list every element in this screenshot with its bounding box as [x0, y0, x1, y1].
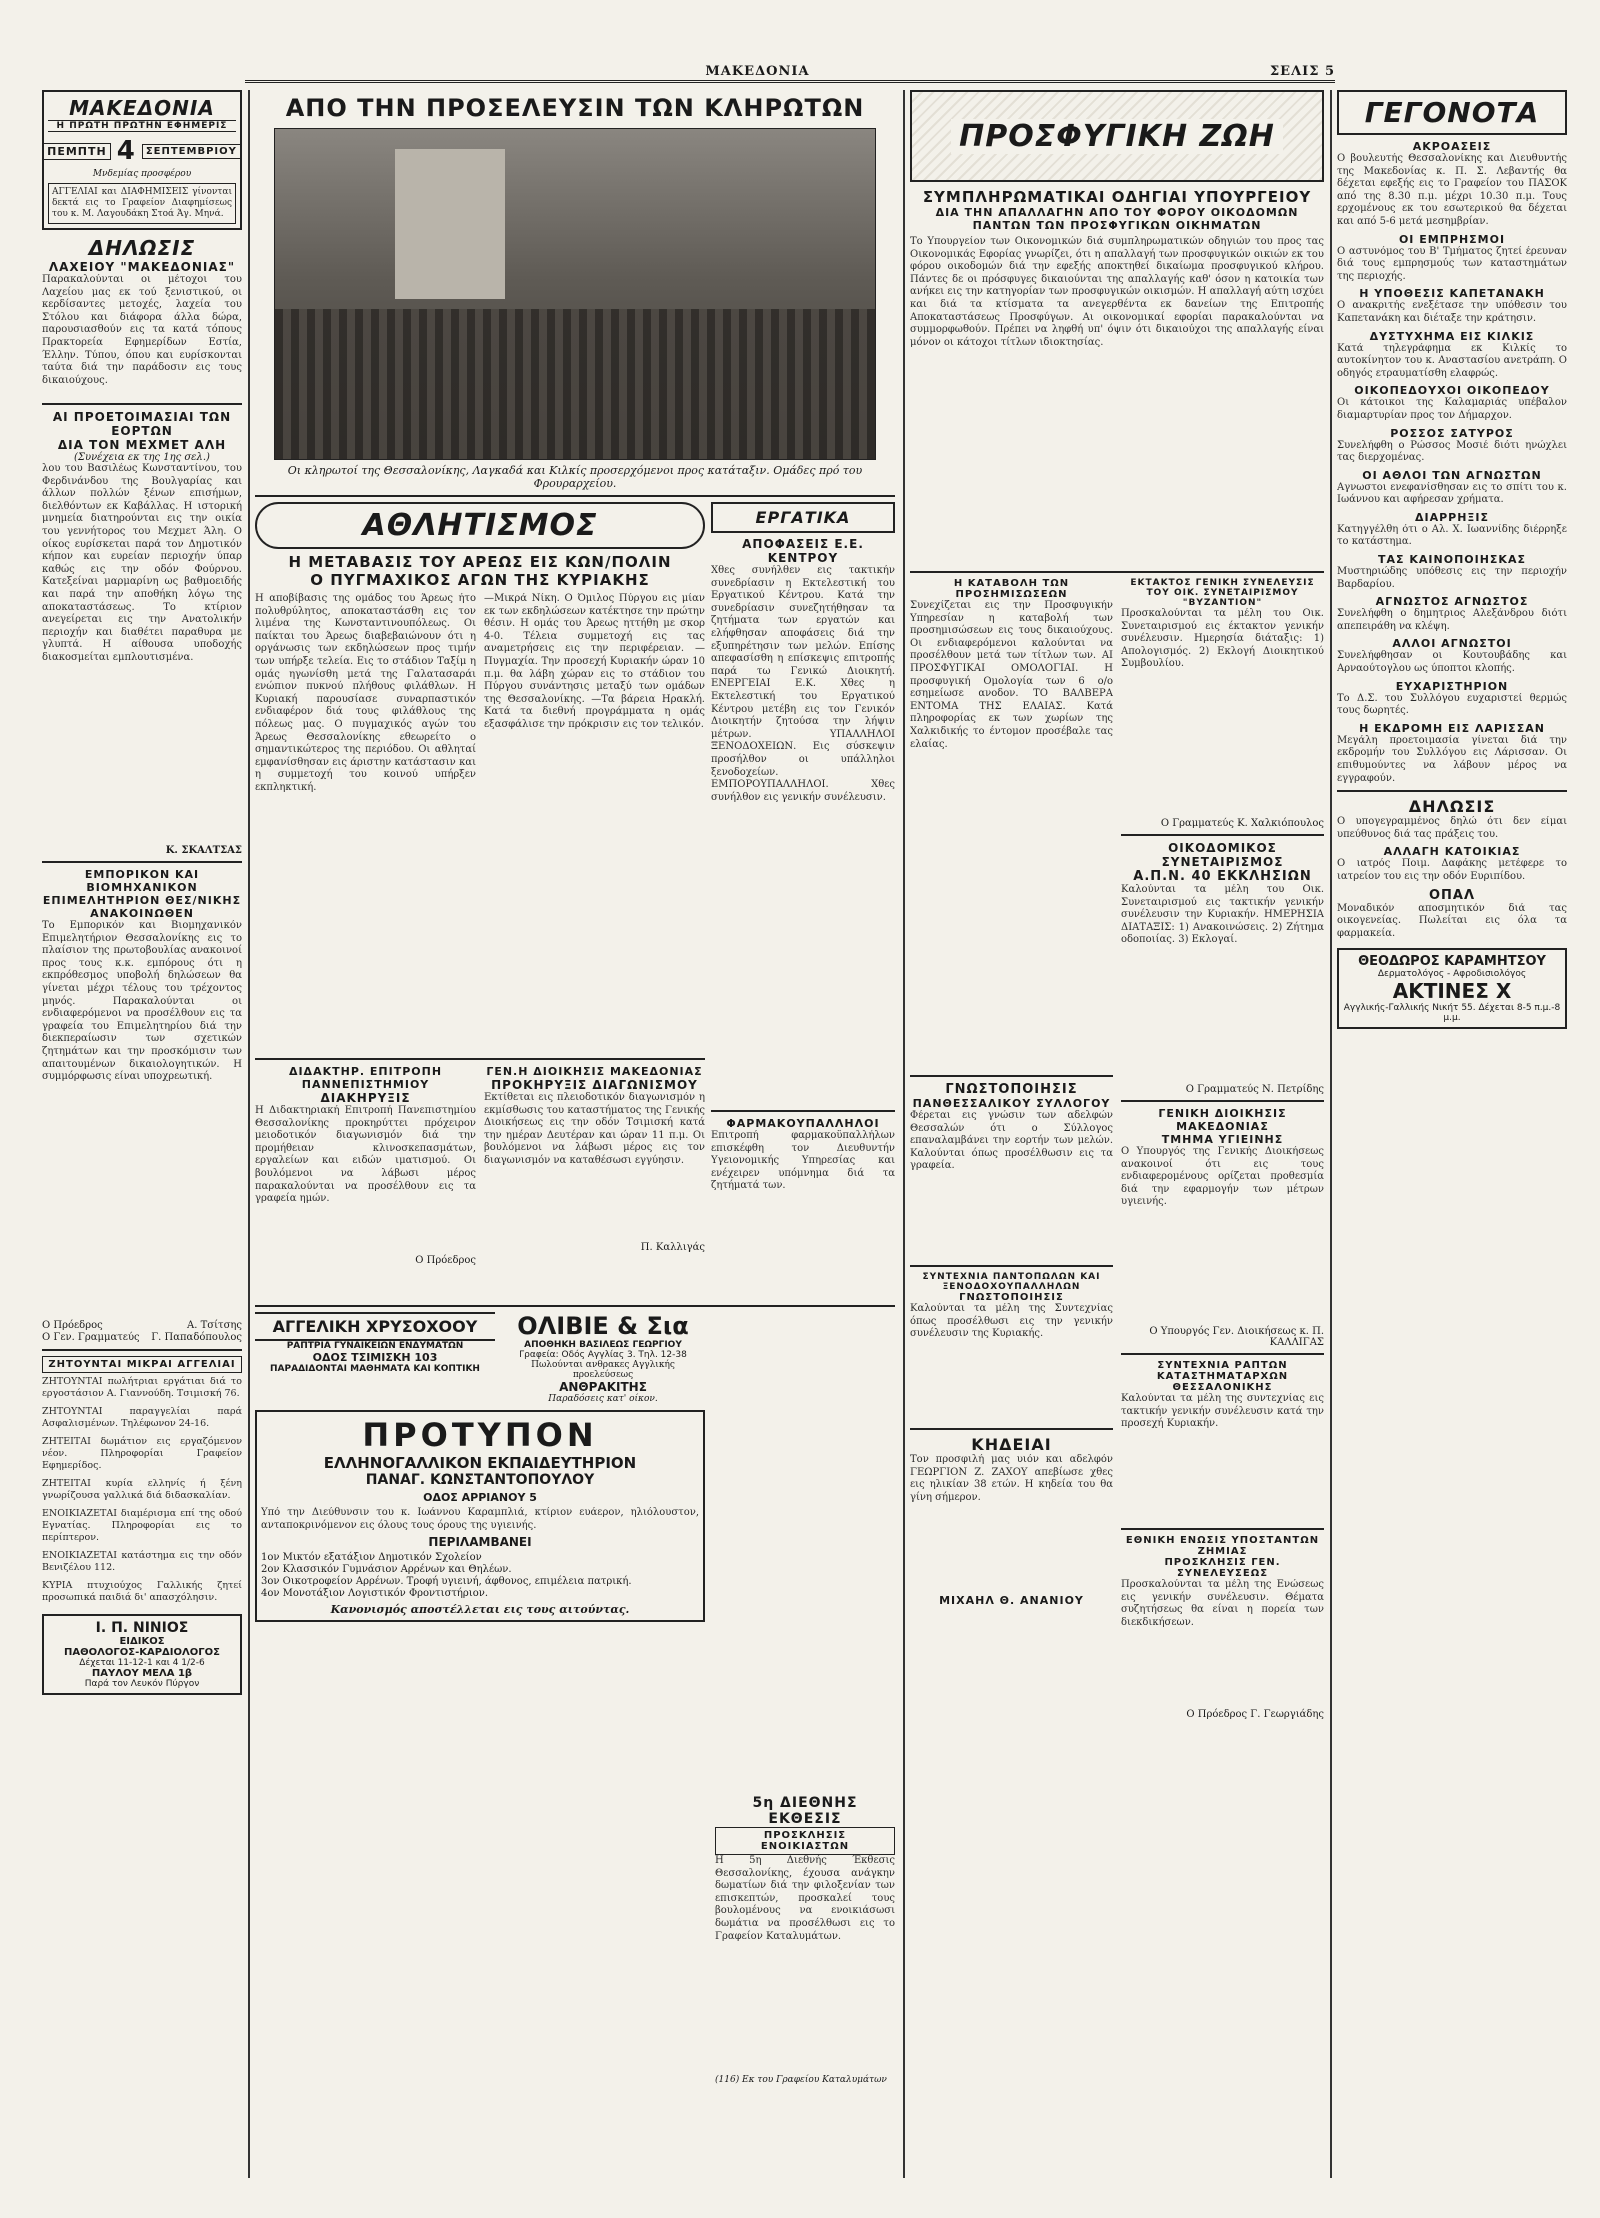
expo-text: Η 5η Διεθνής Έκθεσις Θεσσαλονίκης, έχουσα ανάγκην δωματίων διά την φιλοξενίαν των επισκεπτών, προσκαλεί τους βουλομένους να ενοικιάσωσι δωμάτια να προσέλθωσι εις το Γραφείον Καταλυμάτων.	[715, 1855, 895, 1942]
school-item: 3ον Οικοτροφείον Αρρένων. Τροφή υγιεινή, άφθονος, επιμέλεια πατρική.	[261, 1576, 632, 1588]
feast-subtitle: ΔΙΑ ΤΟΝ ΜΕΧΜΕΤ ΑΛΗ	[57, 438, 227, 452]
masthead-ad-note: ΑΓΓΕΛΙΑΙ και ΔΙΑΦΗΜΙΣΕΙΣ γίνονται δεκτά εις το Γραφείον Διαφημίσεως του κ. Μ. Λαγουδάκη Στοά Άγ. Μηνά.	[48, 183, 236, 224]
school-item: 4ον Μονοτάξιον Λογιστικόν Φροντιστήριον.	[261, 1588, 488, 1600]
chamber-subtitle: ΕΠΙΜΕΛΗΤΗΡΙΟΝ ΘΕΣ/ΝΙΚΗΣ	[42, 894, 242, 907]
notice-headline: ΓΝΩΣΤΟΠΟΙΗΣΙΣ	[945, 1082, 1078, 1097]
chamber-sign2-title: Ο Γεν. Γραμματεύς	[42, 1332, 140, 1343]
feast-signature: Κ. ΣΚΑΛΤΣΑΣ	[165, 845, 242, 856]
chamber-sign-name: Α. Τσίτσης	[187, 1320, 242, 1331]
events-h7: ΟΙ ΑΘΛΟΙ ΤΩΝ ΑΓΝΩΣΤΩΝ	[1362, 468, 1542, 482]
events-t2: Ο αστυνόμος του Β' Τμήματος ζητεί έρευναν διά τους εμπρησμούς των καταστημάτων της περιοχής.	[1337, 245, 1567, 282]
photo-building	[395, 149, 505, 299]
events-t4: Κατά τηλεγράφημα εκ Κιλκίς το αυτοκίνητον του κ. Αναστασίου ανετράπη. Ο οδηγός ετραυματίσθη ελαφρώς.	[1337, 342, 1567, 379]
events-t5: Οι κάτοικοι της Καλαμαριάς υπέβαλον διαμαρτυρίαν προς τον Δήμαρχον.	[1337, 397, 1567, 421]
byzantion-subtitle: ΤΟΥ ΟΙΚ. ΣΥΝΕΤΑΙΡΙΣΜΟΥ "ΒΥΖΑΝΤΙΟΝ"	[1146, 588, 1299, 608]
chamber-announcement: ΑΝΑΚΟΙΝΩΘΕΝ	[90, 907, 194, 920]
byzantion-text: Προσκαλούνται τα μέλη του Οικ. Συνεταιρισμού εις έκτακτον γενικήν συνέλευσιν. Ημερησία διάταξις: 1) Απολογισμός. 2) Εκλογή Διοικητικού Συμβουλίου.	[1121, 608, 1324, 670]
xray-ad-specialty: Δερματολόγος - Αφροδισιολόγος	[1377, 969, 1527, 980]
school-description: Υπό την Διεύθυνσιν του κ. Ιωάννου Καραμπλιά, κτίριον ευάερον, ηλιόλουστον, ανταποκρινόμενον εις όλους τους όρους της υγιεινής.	[261, 1507, 699, 1531]
feast-title: ΑΙ ΠΡΟΕΤΟΙΜΑΣΙΑΙ ΤΩΝ ΕΟΡΤΩΝ	[52, 410, 232, 438]
events-h14: ΔΗΛΩΣΙΣ	[1408, 797, 1496, 817]
ad2-sign: Π. Καλλιγάς	[640, 1242, 705, 1253]
events-t9: Μυστηριώδης υπόθεσις εις την περιοχήν Βαρδαρίου.	[1337, 566, 1567, 590]
header-page-number: ΣΕΛΙΣ 5	[1269, 63, 1335, 79]
coop-sign: Ο Γραμματεύς Ν. Πετρίδης	[1185, 1084, 1324, 1095]
column-rule	[248, 90, 250, 2178]
olivie-l4: Πωλούνται ανθρακες Αγγλικής προελεύσεως	[531, 1360, 675, 1380]
chamber-sign-title: Ο Πρόεδρος	[42, 1320, 103, 1331]
notice-subtitle: ΠΑΝΘΕΣΣΑΛΙΚΟΥ ΣΥΛΛΟΓΟΥ	[912, 1097, 1111, 1110]
classified-item: ΕΝΟΙΚΙΑΖΕΤΑΙ διαμέρισμα επί της οδού Εγνατίας. Πληροφορίαι εις το περίπτερον.	[42, 1508, 242, 1543]
classified-item: ΖΗΤΟΥΝΤΑΙ πωλήτριαι εργάτιαι διά το εργοστάσιον Α. Γιαννούδη. Τσιμισκή 76.	[42, 1376, 242, 1399]
chamber-sign2-name: Γ. Παπαδόπουλος	[151, 1332, 242, 1343]
guild-text: Καλούνται τα μέλη της Συντεχνίας όπως προσέλθωσι εις την γενικήν συνέλευσιν της Κυριακής.	[910, 1303, 1113, 1340]
ad1-sign: Ο Πρόεδρος	[415, 1255, 476, 1266]
union-headline: ΕΘΝΙΚΗ ΕΝΩΣΙΣ ΥΠΟΣΤΑΝΤΩΝ ΖΗΜΙΑΣ	[1125, 1535, 1320, 1557]
olivie-l2: ΑΠΟΘΗΚΗ ΒΑΣΙΛΕΩΣ ΓΕΩΡΓΙΟΥ	[524, 1340, 682, 1350]
doctor-ad	[42, 1614, 242, 1695]
events-t10: Συνελήφθη ο δημητριος Αλεξάνδρου διότι απεπειράθη να κλέψη.	[1337, 608, 1567, 632]
declaration-subtitle: ΛΑΧΕΙΟΥ "ΜΑΚΕΔΟΝΙΑΣ"	[48, 260, 236, 274]
classified-item: ΚΥΡΙΑ πτυχιούχος Γαλλικής ζητεί προσωπικά παιδιά δι' απασχόλησιν.	[42, 1580, 242, 1603]
masthead	[42, 90, 242, 230]
health-headline: ΓΕΝΙΚΗ ΔΙΟΙΚΗΣΙΣ ΜΑΚΕΔΟΝΙΑΣ	[1158, 1107, 1287, 1133]
funerals-text: Τον προσφιλή μας υιόν και αδελφόν ΓΕΩΡΓΙΟΝ Ζ. ΖΑΧΟΥ απεβίωσε χθες εις ηλικίαν 38 ετών. Η κηδεία του θα γίνη σήμερον.	[910, 1454, 1113, 1503]
union-sign: Ο Πρόεδρος Γ. Γεωργιάδης	[1186, 1709, 1324, 1720]
events-t1: Ο βουλευτής Θεσσαλονίκης και Διευθυντής της Μακεδονίας κ. Π. Σ. Λεβαντής θα δέχεται εφεξής εις το Γραφείον του ΠΑΣΟΚ από της 8.30 π.μ. μέχρι 10.30 π.μ. Τους ερχομένους εκ του εσωτερικού θα δέχεται και από 5-6 μετά μεσημβρίαν.	[1337, 153, 1567, 227]
chamber-text: Το Εμπορικόν και Βιομηχανικόν Επιμελητήριον Θεσσαλονίκης εις το πλαίσιον της πρωτοβουλίας ανακοινοί προς τους κ.κ. εμπόρους ότι η εκπρόθεσμος υποβολή δηλώσεων θα γίνεται μέχρι τέλους του τρέχοντος μηνός. Παρακαλούνται οι ενδιαφερόμενοι να προσέλθουν εις τα γραφεία του Επιμελητηρίου διά την διεκπεραίωσιν των σχετικών ζητημάτων και την προσκόμισιν των απαιτουμένων δικαιολογητικών. Η συμμόρφωσις είναι υποχρεωτική.	[42, 920, 242, 1083]
labor-banner: ΕΡΓΑΤΙΚΑ	[711, 502, 895, 533]
doctor-ad-l4: Δέχεται 11-12-1 και 4 1/2-6	[79, 1658, 205, 1668]
guild-subtitle: ΓΝΩΣΤΟΠΟΙΗΣΙΣ	[959, 1292, 1064, 1303]
sports-text-b: —Μικρά Νίκη. Ο Όμιλος Πύργου εις μίαν εκ των εκδηλώσεων κατέκτησε την πρώτην θέσιν. Η ομάς του Άρεως ηττήθη με σκορ 4-0. Τέλεια συμμετοχή εις τας αναμετρήσεις εις την περιφέρειαν. —Πυγμαχία. Την προσεχή Κυριακήν ώραν 10 π.μ. θα λάβη χώραν εις το στάδιον του Πύργου συνάντησις μεταξύ των ομάδων της Θεσσαλονίκης. —Τα βάρεια Ηρακλή. Κατά τα διεθνή προγράμματα η ομάς εξασφάλισε την πρόκρισιν εις τον τελικόν.	[484, 593, 705, 730]
olivie-l5: ΑΝΘΡΑΚΙΤΗΣ	[559, 1380, 647, 1394]
school-ad	[255, 1410, 705, 1622]
ad2-text: Εκτίθεται εις πλειοδοτικόν διαγωνισμόν η εκμίσθωσις του καταστήματος της Γενικής Διοικήσεως εις την οδόν Τσιμισκή κατά την ημέραν Δευτέραν και ώραν 11 π.μ. Οι βουλόμενοι να λάβωσι μέρος εις τον διαγωνισμόν να καταθέσωσι εγγύησιν.	[484, 1092, 705, 1166]
events-t6: Συνελήφθη ο Ρώσσος Μοσιέ διότι ηνώχλει τας διερχομένας.	[1337, 439, 1567, 464]
masthead-month: ΣΕΠΤΕΜΒΡΙΟΥ	[142, 144, 241, 159]
expo-subtitle: ΠΡΟΣΚΛΗΣΙΣ ΕΝΟΙΚΙΑΣΤΩΝ	[715, 1827, 895, 1855]
classified-item: ΖΗΤΟΥΝΤΑΙ παραγγελίαι παρά Ασφαλισμένων. Τηλέφωνον 24-16.	[42, 1406, 242, 1429]
school-title: ΠΡΟΤΥΠΟΝ	[362, 1416, 598, 1454]
events-h11: ΑΛΛΟΙ ΑΓΝΩΣΤΟΙ	[1392, 637, 1512, 651]
dressmaker-l3: ΟΔΟΣ ΤΣΙΜΙΣΚΗ 103	[312, 1351, 438, 1364]
sports-text-a: Η αποβίβασις της ομάδος του Άρεως ήτο πολυθρύλητος, αποκαταστάσθη εις τον λιμένα της Κωνσταντινουπόλεως. Οι παίκται του Άρεως διαβεβαιώνουν ότι η οργάνωσις των εκδηλώσεων προς τιμήν των υπήρξε τελεία. Εις το στάδιον Ταξίμ η ομάς ηγωνίσθη μετά της Γαλατασαράι ενώπιον πυκνού πλήθους φιλάθλων. Η Κυριακή παρουσίασε συναρπαστικόν ενδιαφέρον διά τους φιλάθλους της πόλεως μας. Ο πυγμαχικός αγών του Άρεως Θεσσαλονίκης εθεωρείτο ο σημαντικώτερος της περιόδου. Οι αθληταί εμφανίσθησαν εις άριστην κατάστασιν και η συμμετοχή του κοινού υπήρξεν εκπληκτική.	[255, 593, 476, 793]
sports-banner: ΑΘΛΗΤΙΣΜΟΣ	[255, 502, 705, 549]
expo-sign: (116) Εκ του Γραφείου Καταλυμάτων	[715, 2075, 887, 2085]
declaration-title: ΔΗΛΩΣΙΣ	[88, 236, 196, 260]
xray-ad-name: ΘΕΟΔΩΡΟΣ ΚΑΡΑΜΗΤΣΟΥ	[1358, 954, 1546, 970]
health-subtitle: ΤΜΗΜΑ ΥΓΙΕΙΝΗΣ	[1161, 1133, 1284, 1146]
events-t11: Συνελήφθησαν οι Κουτουβάδης και Αρναούτογλου ως ύποπτοι κλοπής.	[1337, 650, 1567, 675]
coop-text: Καλούνται τα μέλη του Οικ. Συνεταιρισμού εις τακτικήν γενικήν συνέλευσιν την Κυριακήν. ΗΜΕΡΗΣΙΑ ΔΙΑΤΑΞΙΣ: 1) Ανακοινώσεις. 2) Ζήτημα οδοποιίας. 3) Εκλογαί.	[1121, 884, 1324, 946]
events-h6: ΡΟΣΣΟΣ ΣΑΤΥΡΟΣ	[1390, 426, 1514, 440]
events-t3: Ο ανακριτής ενεξέτασε την υπόθεσιν του Καπετανάκη και διέταξε την κράτησιν.	[1337, 300, 1567, 324]
masthead-subtitle: Η ΠΡΩΤΗ ΠΡΩΤΗΝ ΕΦΗΜΕΡΙΣ	[48, 120, 236, 132]
doctor-ad-l3: ΠΑΘΟΛΟΓΟΣ-ΚΑΡΔΙΟΛΟΓΟΣ	[64, 1647, 220, 1658]
events-t13: Μεγάλη προετοιμασία γίνεται διά την εκδρομήν του Συλλόγου εις Λάρισσαν. Οι επιθυμούντες να λάβουν μέρος να εγγραφούν.	[1337, 734, 1567, 784]
notice-text: Φέρεται εις γνώσιν των αδελφών Θεσσαλών ότι ο Σύλλογος επαναλαμβάνει την εορτήν των μελών. Καλούνται όπως προσέλθωσιν εις τα γραφεία.	[910, 1110, 1113, 1172]
photo-recruits	[274, 128, 876, 460]
payments-text: Συνεχίζεται εις την Προσφυγικήν Υπηρεσίαν η καταβολή των προσημισώσεων εις τους δικαιούχους. Οι ενδιαφερόμενοι καλούνται να προσέλθουν μετά των τίτλων των. ΑΙ ΠΡΟΣΦΥΓΙΚΑΙ ΟΜΟΛΟΓΙΑΙ. Η προσφυγική Ομολογία των 6 ο/ο εσημείωσε ανοδον. ΤΟ ΒΑΛΒΕΡΑ ΕΝΤΟΜΑ ΤΗΣ ΕΛΑΙΑΣ. Κατά πληροφορίας εκ των χωρίων της Χαλκιδικής το έντομον προσέβαλε τας ελαίας.	[910, 600, 1113, 750]
refugee-banner-title: ΠΡΟΣΦΥΓΙΚΗ ΖΩΗ	[951, 119, 1283, 154]
column-rule	[1330, 90, 1332, 2178]
classified-item: ΖΗΤΕΙΤΑΙ κυρία ελληνίς ή ξένη γνωρίζουσα γαλλικά διά διδασκαλίαν.	[42, 1478, 242, 1501]
expo-title: 5η ΔΙΕΘΝΗΣ ΕΚΘΕΣΙΣ	[752, 1795, 858, 1827]
union-subtitle: ΠΡΟΣΚΛΗΣΙΣ ΓΕΝ. ΣΥΝΕΛΕΥΣΕΩΣ	[1164, 1557, 1281, 1579]
olivie-l6: Παραδόσεις κατ' οίκον.	[548, 1394, 658, 1404]
guild-headline: ΣΥΝΤΕΧΝΙΑ ΠΑΝΤΟΠΩΛΩΝ ΚΑΙ ΞΕΝΟΔΟΧΟΥΠΑΛΛΗΛΩΝ	[922, 1272, 1101, 1292]
ad1-title: ΔΙΔΑΚΤΗΡ. ΕΠΙΤΡΟΠΗ ΠΑΝΝΕΠΙΣΤΗΜΙΟΥ	[288, 1065, 443, 1091]
olivie-ad	[503, 1312, 703, 1404]
events-t16: Μοναδικόν αποσμητικόν διά τας οικογενείας. Πωλείται εις όλα τα φαρμακεία.	[1337, 902, 1567, 939]
ad2-subtitle: ΠΡΟΚΗΡΥΞΙΣ ΔΙΑΓΩΝΙΣΜΟΥ	[491, 1078, 698, 1092]
doctor-ad-l6: Παρά τον Λευκόν Πύργον	[84, 1679, 200, 1689]
labor-text: Χθες συνήλθεν εις τακτικήν συνεδρίασιν η Εκτελεστική του Εργατικού Κέντρου. Κατά την συνεδρίασιν συνεζητήθησαν τα ζητήματα των εργατών και ελήφθησαν αποφάσεις διά την εξυπηρέτησιν των μελών. Επίσης απεφασίσθη η επίσκεψις επιτροπής παρά τω Γενικώ Διοικητή. ΕΝΕΡΓΕΙΑΙ Ε.Κ. Χθες η Εκτελεστική του Εργατικού Κέντρου μετέβη εις τον Γενικόν Διοικητήν ζητούσα την λήψιν μέτρων. ΥΠΑΛΛΗΛΟΙ ΞΕΝΟΔΟΧΕΙΩΝ. Εις σύσκεψιν προσήλθον οι υπάλληλοι ξενοδοχείων. ΕΜΠΟΡΟΥΠΑΛΛΗΛΟΙ. Χθες συνήλθον εις γενικήν συνέλευσιν.	[711, 565, 895, 803]
refugee-headline-2: ΔΙΑ ΤΗΝ ΑΠΑΛΛΑΓΗΝ ΑΠΟ ΤΟΥ ΦΟΡΟΥ ΟΙΚΟΔΟΜΩΝ ΠΑΝΤΩΝ ΤΩΝ ΠΡΟΣΦΥΓΙΚΩΝ ΟΙΚΗΜΑΤΩΝ	[935, 206, 1299, 232]
ad1-text: Η Διδακτηριακή Επιτροπή Πανεπιστημίου Θεσσαλονίκης προκηρύττει πρόχειρον μειοδοτικόν διαγωνισμόν διά την προμήθειαν κλινοσκεπασμάτων, εργαλείων και ειδών ιματισμού. Οι βουλόμενοι να λάβωσι μέρος παρακαλούνται να προσέλθουν εις τα γραφεία ημών.	[255, 1105, 476, 1205]
events-h8: ΔΙΑΡΡΗΞΙΣ	[1414, 510, 1489, 524]
byzantion-sign: Ο Γραμματεύς Κ. Χαλκιόπουλος	[1160, 818, 1324, 829]
byzantion-headline: ΕΚΤΑΚΤΟΣ ΓΕΝΙΚΗ ΣΥΝΕΛΕΥΣΙΣ	[1130, 578, 1315, 588]
school-footer: Κανονισμός αποστέλλεται εις τους αιτούντας.	[330, 1603, 630, 1617]
chamber-title: ΕΜΠΟΡΙΚΟΝ ΚΑΙ ΒΙΟΜΗΧΑΝΙΚΟΝ	[84, 868, 200, 894]
events-h4: ΔΥΣΤΥΧΗΜΑ ΕΙΣ ΚΙΛΚΙΣ	[1369, 329, 1535, 343]
union-text: Προσκαλούνται τα μέλη της Ενώσεως εις γενικήν συνέλευσιν. Θέματα συζητήσεως θα είναι η πορεία των διεκδικήσεων.	[1121, 1579, 1324, 1628]
expo-notice	[715, 1795, 895, 2085]
refugee-main-text: Το Υπουργείον των Οικονομικών διά συμπληρωματικών οδηγιών του προς τας Οικονομικάς Εφορίας γνωρίζει, ότι η απαλλαγή των προσφυγικών οικιών εκ του φόρου οικοδομών διά την εφεξής αποκτηθεί δικαίωμα προσφυγικού κλήρου. Πάντες δε οι πρόσφυγες δικαιούνται της απαλλαγής καθ' όσον η κατοικία των ανήκει εις την κατηγορίαν των προσφυγικών οικισμών. Η απαλλαγή αύτη ισχύει και διά τα κτίσματα τα ανεγερθέντα εκ δανείων της Επιτροπής Αποκαταστάσεως Προσφύγων. Αι οικονομικαί εφορίαι παρακαλούνται να συμμορφωθούν. Πρέπει να ληφθή υπ' όψιν ότι δικαιούχοι της απαλλαγής είναι μόνον οι κάτοχοι τίτλων ιδιοκτησίας.	[910, 236, 1324, 348]
ad2-title: ΓΕΝ.Η ΔΙΟΙΚΗΣΙΣ ΜΑΚΕΔΟΝΙΑΣ	[486, 1065, 703, 1078]
column-3	[910, 90, 1324, 2178]
coop-headline: ΟΙΚΟΔΟΜΙΚΟΣ ΣΥΝΕΤΑΙΡΙΣΜΟΣ	[1161, 841, 1284, 869]
events-t8: Κατηγγέλθη ότι ο Αλ. Χ. Ιωαννίδης διέρρηξε το κατάστημα.	[1337, 523, 1567, 548]
events-h15: ΑΛΛΑΓΗ ΚΑΤΟΙΚΙΑΣ	[1383, 845, 1521, 859]
doctor-ad-l2: ΕΙΔΙΚΟΣ	[119, 1636, 165, 1647]
events-h10: ΑΓΝΩΣΤΟΣ ΑΓΝΩΣΤΟΣ	[1375, 595, 1529, 609]
events-t14: Ο υπογεγραμμένος δηλώ ότι δεν είμαι υπεύθυνος διά τας πράξεις του.	[1337, 816, 1567, 840]
masthead-date: 4	[116, 136, 136, 166]
sports-headline-2: Ο ΠΥΓΜΑΧΙΚΟΣ ΑΓΩΝ ΤΗΣ ΚΥΡΙΑΚΗΣ	[310, 571, 650, 589]
pharm-headline: ΦΑΡΜΑΚΟΥΠΑΛΛΗΛΟΙ	[726, 1117, 880, 1130]
photo-title: ΑΠΟ ΤΗΝ ΠΡΟΣΕΛΕΥΣΙΝ ΤΩΝ ΚΛΗΡΩΤΩΝ	[285, 94, 865, 122]
masthead-day: ΠΕΜΠΤΗ	[43, 143, 111, 160]
xray-ad-address: Αγγλικής-Γαλλικής Νικήτ 55. Δέχεται 8-5 π.μ.-8 μ.μ.	[1343, 1003, 1561, 1024]
column-1	[42, 90, 242, 2178]
xray-ad	[1337, 948, 1567, 1029]
xray-ad-title: ΑΚΤΙΝΕΣ Χ	[1392, 979, 1512, 1004]
events-h2: ΟΙ ΕΜΠΡΗΣΜΟΙ	[1398, 232, 1506, 246]
tailors-headline: ΣΥΝΤΕΧΝΙΑ ΡΑΠΤΩΝ ΚΑΤΑΣΤΗΜΑΤΑΡΧΩΝ	[1156, 1360, 1289, 1382]
header-paper-name: ΜΑΚΕΔΟΝΙΑ	[705, 63, 810, 79]
doctor-ad-name: Ι. Π. ΝΙΝΙΟΣ	[95, 1620, 189, 1636]
declaration-text: Παρακαλούνται οι μέτοχοι του Λαχείου μας εκ τού ξενιστικού, οι κερδίσαντες μετοχές, λαχεία του Στόλου και διάφορα άλλα δώρα, παρουσιασθούν εις τα κατά τόπους Πρακτορεία Εφημερίδων Εστία, Έλλην. Τύπου, όπου και ευρίσκονται ταύτα διά την παράδοσιν εις τους δικαιούχους.	[42, 274, 242, 386]
payments-headline: Η ΚΑΤΑΒΟΛΗ ΤΩΝ ΠΡΟΣΗΜΙΣΩΣΕΩΝ	[953, 578, 1070, 600]
dressmaker-l4: ΠΑΡΑΔΙΔΟΝΤΑΙ ΜΑΘΗΜΑΤΑ ΚΑΙ ΚΟΠΤΙΚΗ	[270, 1364, 480, 1374]
events-h5: ΟΙΚΟΠΕΔΟΥΧΟΙ ΟΙΚΟΠΕΔΟΥ	[1354, 384, 1550, 398]
tailors-subtitle: ΘΕΣΣΑΛΟΝΙΚΗΣ	[1172, 1382, 1273, 1393]
school-includes: ΠΕΡΙΛΑΜΒΑΝΕΙ	[428, 1535, 532, 1550]
school-owner: ΠΑΝΑΓ. ΚΩΝΣΤΑΝΤΟΠΟΥΛΟΥ	[365, 1472, 595, 1488]
photo-crowd	[275, 309, 875, 459]
events-banner: ΓΕΓΟΝΟΤΑ	[1337, 90, 1567, 135]
classified-item: ΕΝΟΙΚΙΑΖΕΤΑΙ κατάστημα εις την οδόν Βενιζέλου 112.	[42, 1550, 242, 1573]
events-h1: ΑΚΡΟΑΣΕΙΣ	[1412, 140, 1492, 153]
events-t15: Ο ιατρός Ποιμ. Δαφάκης μετέφερε το ιατρείον του εις την οδόν Ευριπίδου.	[1337, 858, 1567, 882]
funeral-name: ΜΙΧΑΗΛ Θ. ΑΝΑΝΙΟΥ	[939, 1594, 1084, 1607]
olivie-l3: Γραφεία: Οδός Αγγλίας 3. Τηλ. 12-38	[519, 1350, 687, 1360]
column-rule	[903, 90, 905, 2178]
events-h9: ΤΑΣ ΚΑΙΝΟΠΟΙΗΣΚΑΣ	[1378, 553, 1526, 567]
pharm-text: Επιτροπή φαρμακοϋπαλλήλων επισκέφθη τον Διευθυντήν Υγειονομικής Υπηρεσίας και ενέχειρεν υπόμνημα διά τα ζητήματά των.	[711, 1130, 895, 1192]
labor-headline: ΑΠΟΦΑΣΕΙΣ Ε.Ε. ΚΕΝΤΡΟΥ	[742, 537, 864, 565]
refugee-headline-1: ΣΥΜΠΛΗΡΩΜΑΤΙΚΑΙ ΟΔΗΓΙΑΙ ΥΠΟΥΡΓΕΙΟΥ	[922, 188, 1312, 206]
school-item: 1ον Μικτόν εξατάξιον Δημοτικόν Σχολείον	[261, 1552, 482, 1564]
photo-caption: Οι κληρωτοί της Θεσσαλονίκης, Λαγκαδά και Κιλκίς προσερχόμενοι προς κατάταξιν. Ομάδες πρό του Φρουραρχείου.	[287, 464, 863, 490]
doctor-ad-l5: ΠΑΥΛΟΥ ΜΕΛΑ 1β	[91, 1668, 193, 1679]
masthead-note: Μνδεμίας προσφέρου	[92, 169, 192, 179]
school-item: 2ον Κλασσικόν Γυμνάσιον Αρρένων και Θηλέων.	[261, 1564, 512, 1576]
sports-headline-1: Η ΜΕΤΑΒΑΣΙΣ ΤΟΥ ΑΡΕΩΣ ΕΙΣ ΚΩΝ/ΠΟΛΙΝ	[288, 553, 672, 571]
events-t12: Το Δ.Σ. του Συλλόγου ευχαριστεί θερμώς τους δωρητές.	[1337, 692, 1567, 717]
olivie-name: ΟΛΙΒΙΕ & Σια	[517, 1312, 689, 1340]
tailors-text: Καλούνται τα μέλη της συντεχνίας εις τακτικήν γενικήν συνέλευσιν κατά την προσεχή Κυριακήν.	[1121, 1393, 1324, 1430]
column-4	[1337, 90, 1567, 2178]
school-name: ΕΛΛΗΝΟΓΑΛΛΙΚΟΝ ΕΚΠΑΙΔΕΥΤΗΡΙΟΝ	[323, 1454, 637, 1472]
events-h3: Η ΥΠΟΘΕΣΙΣ ΚΑΠΕΤΑΝΑΚΗ	[1359, 287, 1545, 301]
events-h16: ΟΠΑΛ	[1428, 887, 1476, 903]
classified-title: ΖΗΤΟΥΝΤΑΙ ΜΙΚΡΑΙ ΑΓΓΕΛΙΑΙ	[42, 1356, 242, 1373]
ad1-subtitle: ΔΙΑΚΗΡΥΞΙΣ	[320, 1091, 411, 1105]
dressmaker-l2: ΡΑΠΤΡΙΑ ΓΥΝΑΙΚΕΙΩΝ ΕΝΔΥΜΑΤΩΝ	[286, 1341, 464, 1351]
dressmaker-name: ΑΓΓΕΛΙΚΗ ΧΡΥΣΟΧΟΟΥ	[255, 1312, 495, 1341]
events-h12: ΕΥΧΑΡΙΣΤΗΡΙΟΝ	[1395, 679, 1509, 693]
feast-text: λου του Βασιλέως Κωνσταντίνου, του Φερδινάνδου της Βουλγαρίας και άλλων πολλών ξένων επισήμων, διελθόντων εκ Καβάλλας. Η ιστορική μνημεία διατηρούνται εις την οικία του γεννήτορος του Μεχμετ Άλη. Ο οίκος ευρίσκεται παρά τον Δημοτικόν κήπον και ευρείαν περιοχήν ύπαρ καθώς εις την οδόν Φούρνου. Κατεξείναι μαρμαρίνη ως βαθμοειδής και παρά την αποθήκη λόγω της αποκαταστάσεως. Το κτίριον ανεγείρεται εις την Ανατολικήν περιοχήν και διαθέτει παραθυρα με γλυπτά. Η αίθουσα υποδοχής διακοσμείται εμπλουτισμένα.	[42, 463, 242, 663]
page-header	[245, 62, 1335, 83]
health-sign: Ο Υπουργός Γεν. Διοικήσεως κ. Π. ΚΑΛΛΙΓΑΣ	[1149, 1326, 1324, 1348]
school-address: ΟΔΟΣ ΑΡΡΙΑΝΟΥ 5	[423, 1491, 537, 1504]
masthead-title: ΜΑΚΕΔΟΝΙΑ	[69, 96, 215, 120]
coop-subtitle: Α.Π.Ν. 40 ΕΚΚΛΗΣΙΩΝ	[1133, 869, 1312, 884]
events-t7: Αγνωστοι ενεφανίσθησαν εις το σπίτι του κ. Ιωάννου και αφήρεσαν χρήματα.	[1337, 481, 1567, 506]
events-h13: Η ΕΚΔΡΟΜΗ ΕΙΣ ΛΑΡΙΣΣΑΝ	[1359, 721, 1545, 735]
health-text: Ο Υπουργός της Γενικής Διοικήσεως ανακοινοί ότι εις τους ενδιαφερομένους ορίζεται προθεσμία διά την εφαρμογήν των μέτρων υγιεινής.	[1121, 1146, 1324, 1208]
refugee-banner	[910, 90, 1324, 182]
feast-continued: (Συνέχεια εκ της 1ης σελ.)	[74, 452, 210, 463]
classified-item: ΖΗΤΕΙΤΑΙ δωμάτιον εις εργαζόμενον νέον. Πληροφορίαι Γραφείον Εφημερίδος.	[42, 1436, 242, 1471]
funerals-headline: ΚΗΔΕΙΑΙ	[971, 1435, 1052, 1454]
